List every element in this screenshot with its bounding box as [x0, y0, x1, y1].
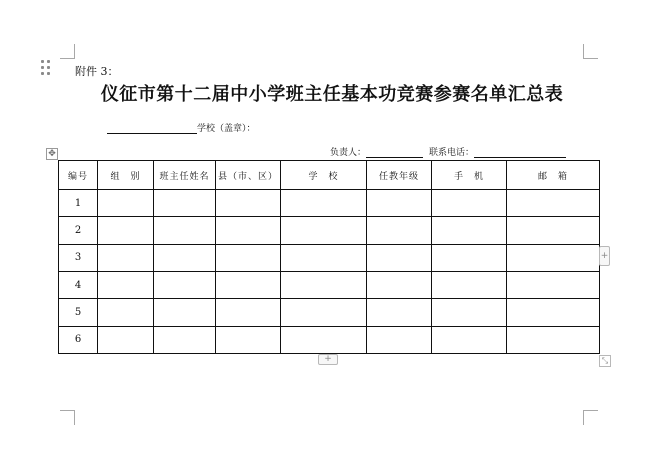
table-cell[interactable] — [154, 326, 216, 353]
paragraph-drag-handle-icon[interactable] — [41, 60, 51, 76]
attachment-label: 附件 3： — [75, 65, 119, 78]
table-cell[interactable] — [154, 190, 216, 217]
table-cell[interactable] — [281, 326, 367, 353]
table-cell[interactable] — [281, 244, 367, 271]
table-cell[interactable] — [216, 271, 281, 298]
table-cell[interactable] — [216, 190, 281, 217]
header-cell: 编号 — [59, 161, 98, 190]
table-cell[interactable] — [507, 299, 600, 326]
table-row — [59, 244, 600, 271]
contact-phone-label: 联系电话： — [429, 148, 475, 158]
table-cell[interactable] — [432, 190, 507, 217]
row-number-cell: 5 — [59, 299, 98, 326]
table-cell[interactable] — [432, 326, 507, 353]
table-cell[interactable] — [507, 244, 600, 271]
header-cell: 手 机 — [432, 161, 507, 190]
school-blank[interactable] — [107, 123, 197, 134]
table-cell[interactable] — [216, 299, 281, 326]
crop-mark-top-left — [60, 44, 75, 59]
table-cell[interactable] — [432, 271, 507, 298]
table-cell[interactable] — [432, 299, 507, 326]
table-cell[interactable] — [507, 217, 600, 244]
table-cell[interactable] — [432, 217, 507, 244]
crop-mark-bottom-right — [583, 410, 598, 425]
table-row — [59, 217, 600, 244]
contact-person-blank[interactable] — [366, 147, 423, 158]
table-cell[interactable] — [367, 244, 432, 271]
table-cell[interactable] — [98, 299, 154, 326]
header-cell: 县（市、区） — [216, 161, 281, 190]
table-cell[interactable] — [216, 217, 281, 244]
row-number-cell: 3 — [59, 244, 98, 271]
table-row — [59, 299, 600, 326]
row-number-cell: 6 — [59, 326, 98, 353]
table-cell[interactable] — [281, 299, 367, 326]
table-row — [59, 326, 600, 353]
table-cell[interactable] — [98, 190, 154, 217]
table-cell[interactable] — [507, 190, 600, 217]
table-cell[interactable] — [154, 244, 216, 271]
header-cell: 班主任姓名 — [154, 161, 216, 190]
row-number-cell: 1 — [59, 190, 98, 217]
header-cell: 组 别 — [98, 161, 154, 190]
document-title: 仪征市第十二届中小学班主任基本功竞赛参赛名单汇总表 — [100, 84, 564, 105]
table-cell[interactable] — [98, 217, 154, 244]
contact-field-line — [330, 145, 566, 158]
school-label: 学校（盖章）： — [197, 124, 256, 134]
crop-mark-top-right — [583, 44, 598, 59]
table-cell[interactable] — [216, 326, 281, 353]
row-number-cell: 4 — [59, 271, 98, 298]
table-cell[interactable] — [216, 244, 281, 271]
table-cell[interactable] — [432, 244, 507, 271]
header-cell: 邮 箱 — [507, 161, 600, 190]
school-field-line — [107, 121, 256, 134]
contact-phone-blank[interactable] — [474, 147, 566, 158]
table-header-row — [59, 161, 600, 190]
table-cell[interactable] — [281, 217, 367, 244]
header-cell: 学 校 — [281, 161, 367, 190]
table-cell[interactable] — [367, 217, 432, 244]
add-column-button[interactable]: + — [599, 246, 610, 266]
table-cell[interactable] — [507, 326, 600, 353]
table-move-icon[interactable]: ✥ — [46, 148, 58, 160]
table-cell[interactable] — [367, 299, 432, 326]
table-cell[interactable] — [98, 244, 154, 271]
add-row-button[interactable]: + — [318, 354, 338, 365]
contact-person-label: 负责人： — [330, 148, 367, 158]
table-cell[interactable] — [98, 271, 154, 298]
table-row — [59, 190, 600, 217]
header-cell: 任教年级 — [367, 161, 432, 190]
table-cell[interactable] — [154, 299, 216, 326]
table-cell[interactable] — [154, 217, 216, 244]
table-cell[interactable] — [367, 326, 432, 353]
crop-mark-bottom-left — [60, 410, 75, 425]
table-resize-icon[interactable]: ⤡ — [599, 355, 611, 367]
table-cell[interactable] — [281, 190, 367, 217]
table-cell[interactable] — [98, 326, 154, 353]
table-cell[interactable] — [281, 271, 367, 298]
table-cell[interactable] — [367, 271, 432, 298]
table-row — [59, 271, 600, 298]
participant-table — [58, 160, 600, 354]
row-number-cell: 2 — [59, 217, 98, 244]
table-cell[interactable] — [507, 271, 600, 298]
table-cell[interactable] — [154, 271, 216, 298]
table-cell[interactable] — [367, 190, 432, 217]
